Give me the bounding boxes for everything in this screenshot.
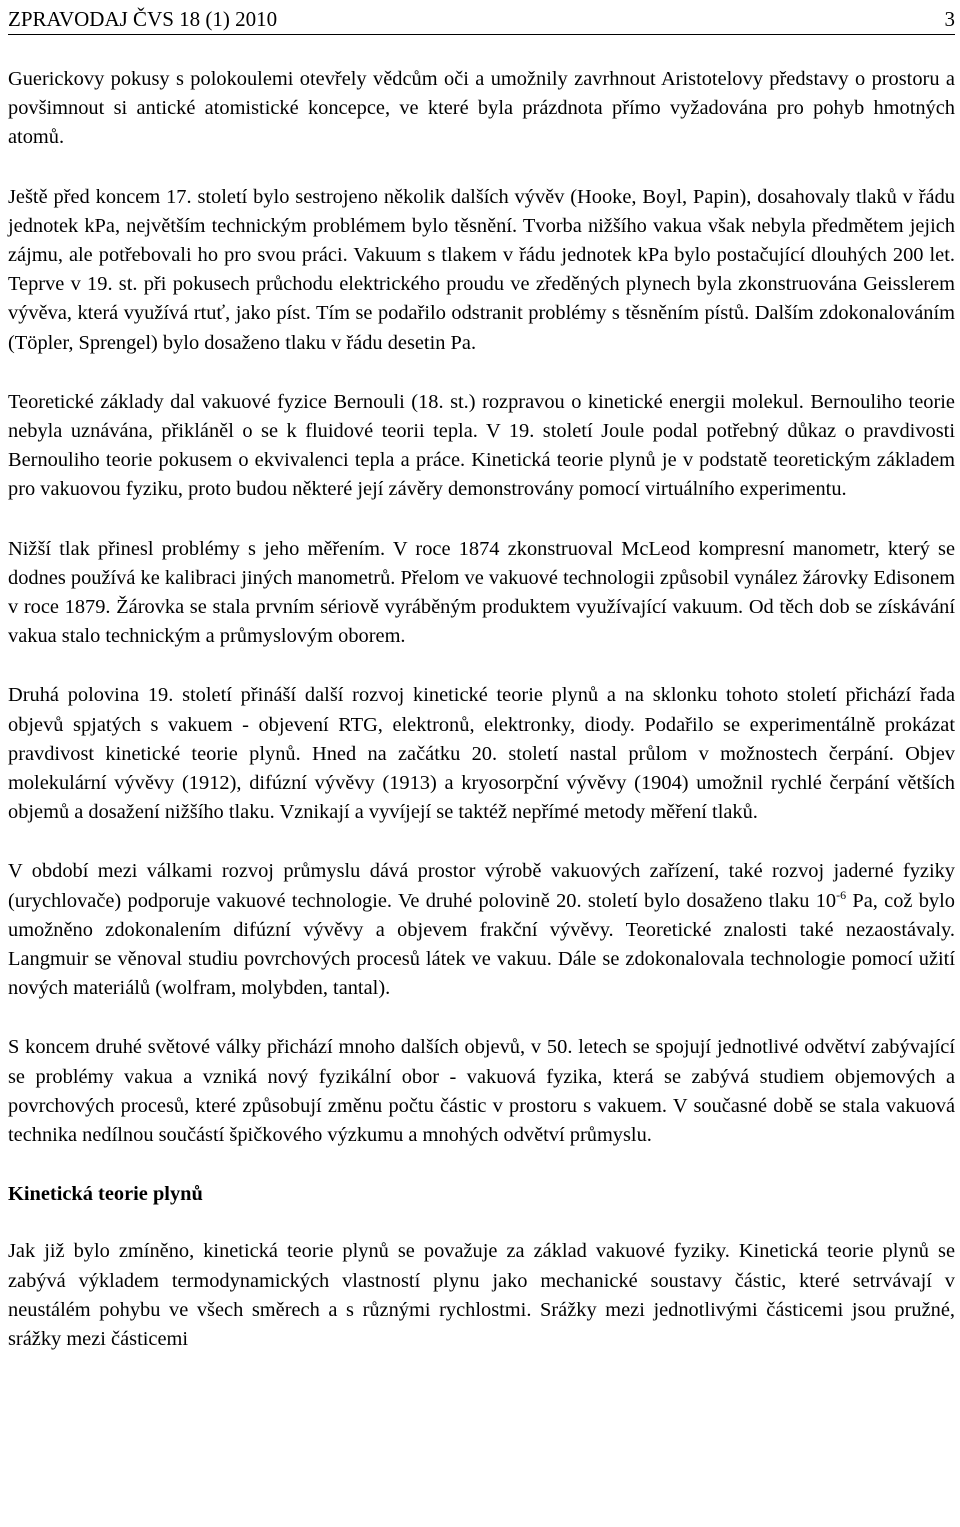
paragraph-pumps-17th-century: Ještě před koncem 17. století bylo sestrojeno několik dalších vývěv (Hooke, Boyl, Papin), dosahovaly tlaků v řádu jednotek kPa, největším technickým problémem bylo těsnění. Tvorba nižšího vakua však nebyla předmětem jejich zájmu, ale potřebovali ho pro svou práci. Vakuum s tlakem v řádu jednotek kPa bylo postačující dlouhých 200 let. Teprve v 19. st. při pokusech průchodu elektrického proudu ve zředěných plynech byla zkonstruována Geisslerem vývěva, která využívá rtuť, jako píst. Tím se podařilo odstranit problémy s těsněním pístů. Dalším zdokonalováním (Töpler, Sprengel) bylo dosaženo tlaku v řádu desetin Pa. xyxy=(8,185,955,354)
section-heading: Kinetická teorie plynů xyxy=(8,1183,203,1206)
page-number: 3 xyxy=(944,7,955,31)
paragraph-interwar-period xyxy=(8,857,955,1003)
paragraph-pressure-measurement: Nižší tlak přinesl problémy s jeho měřením. V roce 1874 zkonstruoval McLeod kompresní manometr, který se dodnes používá ke kalibraci jiných manometrů. Přelom ve vakuové technologii způsobil vynález žárovky Edisonem v roce 1879. Žárovka se stala prvním sériově vyráběným produktem využívající vakuum. Od těch dob se získávání vakua stalo technickým a průmyslovým oborem. xyxy=(8,537,955,648)
journal-title: ZPRAVODAJ ČVS 18 (1) 2010 xyxy=(8,7,278,31)
paragraph-kinetic-theory: Jak již bylo zmíněno, kinetická teorie plynů se považuje za základ vakuové fyziky. Kinetická teorie plynů se zabývá výkladem termodynamických vlastností plynu jako mechanické soustavy částic, které setrvávají v neustálém pohybu ve všech směrech a s různými rychlostmi. Srážky mezi jednotlivými částicemi jsou pružné, srážky mezi částicemi xyxy=(8,1240,955,1350)
paragraph-text: Pa, což bylo umožněno zdokonalením difúzní vývěvy a objevem frakční vývěvy. Teoretické znalosti také nezaostávaly. Langmuir se věnoval studiu povrchových procesů látek ve vakuu. Dále se zdokonalovala technologie pomocí užití nových materiálů (wolfram, molybden, tantal). xyxy=(8,889,955,1000)
running-header xyxy=(8,0,955,35)
paragraph-text: V období mezi válkami rozvoj průmyslu dává prostor výrobě vakuových zařízení, také rozvoj jaderné fyziky (urychlovače) podporuje vakuové technologie. Ve druhé polovině 20. století bylo dosaženo tlaku 10 xyxy=(8,860,955,912)
article-body xyxy=(8,65,955,1354)
paragraph-postwar: S koncem druhé světové války přichází mnoho dalších objevů, v 50. letech se spojují jednotlivé odvětví zabývající se problémy vakua a vzniká nový fyzikální obor - vakuová fyzika, která se zabývá studiem objemových a povrchových procesů, které způsobují změnu počtu částic v prostoru s vakuem. V současné době se stala vakuová technika nedílnou součástí špičkového výzkumu a mnohých odvětví průmyslu. xyxy=(8,1036,955,1147)
paragraph-19th-20th-century: Druhá polovina 19. století přináší další rozvoj kinetické teorie plynů a na sklonku tohoto století přichází řada objevů spjatých s vakuem - objevení RTG, elektronů, elektronky, diody. Podařilo se experimentálně prokázat pravdivost kinetické teorie plynů. Hned na začátku 20. století nastal průlom v možnostech čerpání. Objev molekulární vývěvy (1912), difúzní vývěvy (1913) a kryosorpční vývěvy (1904) umožnil rychlé čerpání větších objemů a dosažení nižšího tlaku. Vznikají a vyvíjejí se taktéž nepřímé metody měření tlaků. xyxy=(8,684,955,824)
paragraph-bernoulli-theory: Teoretické základy dal vakuové fyzice Bernouli (18. st.) rozpravou o kinetické energii molekul. Bernouliho teorie nebyla uznávána, přikláněl o se k fluidové teorii tepla. V 19. století Joule podal potřebný důkaz o pravdivosti Bernouliho teorie pokusem o ekvivalenci tepla a práce. Kinetická teorie plynů je v podstatě teoretickým základem pro vakuovou fyziku, proto budou některé její závěry demonstrovány pomocí virtuálního experimentu. xyxy=(8,390,955,501)
document-page xyxy=(8,0,955,1354)
exponent: -6 xyxy=(836,887,847,902)
paragraph-guericke: Guerickovy pokusy s polokoulemi otevřely vědcům oči a umožnily zavrhnout Aristotelovy představy o prostoru a povšimnout si antické atomistické koncepce, ve které byla prázdnota přímo vyžadována pro pohyb hmotných atomů. xyxy=(8,68,955,149)
